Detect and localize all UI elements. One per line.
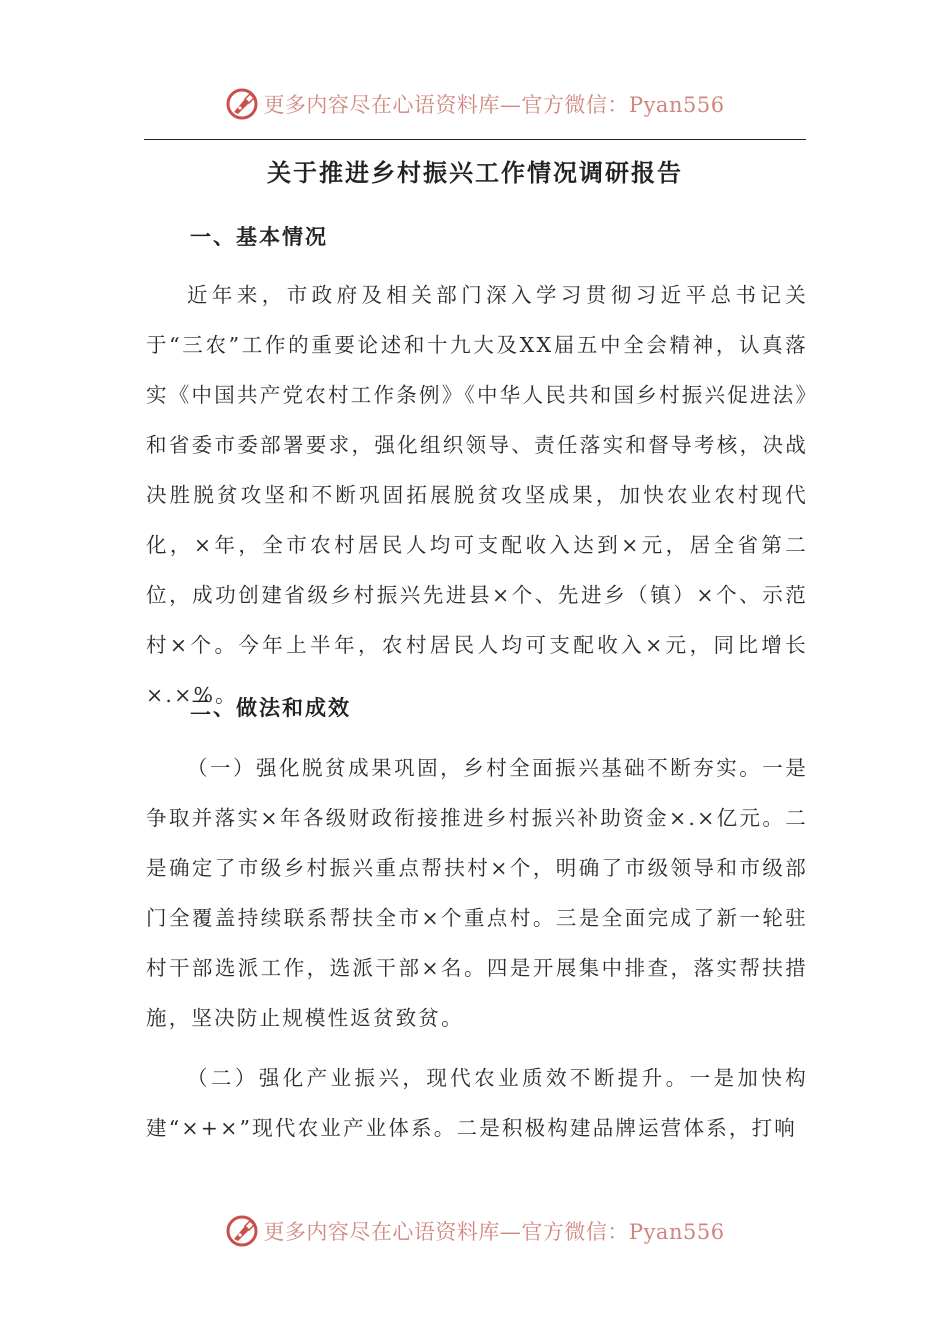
paragraph: 近年来，市政府及相关部门深入学习贯彻习近平总书记关于“三农”工作的重要论述和十九大及XX届五中全会精神，认真落实《中国共产党农村工作条例》《中华人民共和国乡村振兴促进法》和省委市委部署要求，强化组织领导、责任落实和督导考核，决战决胜脱贫攻坚和不断巩固拓展脱贫攻坚成果，加快农业农村现代化，×年，全市农村居民人均可支配收入达到×元，居全省第二位，成功创建省级乡村振兴先进县×个、先进乡（镇）×个、示范村×个。今年上半年，农村居民人均可支配收入×元，同比增长×.×%。 [146, 283, 808, 707]
header-banner [0, 84, 950, 124]
banner-text: 更多内容尽在心语资料库—官方微信：Pyan556 [263, 93, 725, 117]
section-heading: 二、做法和成效 [190, 695, 351, 720]
pen-nib-icon [225, 87, 259, 121]
section-heading: 一、基本情况 [190, 224, 328, 249]
paragraph: （一）强化脱贫成果巩固，乡村全面振兴基础不断夯实。一是争取并落实×年各级财政衔接推进乡村振兴补助资金×.×亿元。二是确定了市级乡村振兴重点帮扶村×个，明确了市级领导和市级部门全覆盖持续联系帮扶全市×个重点村。三是全面完成了新一轮驻村干部选派工作，选派干部×名。四是开展集中排查，落实帮扶措施，坚决防止规模性返贫致贫。 [146, 756, 808, 1030]
pen-nib-icon [225, 1214, 259, 1248]
footer-banner [0, 1211, 950, 1251]
header-divider [144, 139, 806, 140]
paragraph: （二）强化产业振兴，现代农业质效不断提升。一是加快构建“×+×”现代农业产业体系。二是积极构建品牌运营体系，打响 [146, 1066, 808, 1140]
banner-text: 更多内容尽在心语资料库—官方微信：Pyan556 [263, 1220, 725, 1244]
page-title: 关于推进乡村振兴工作情况调研报告 [267, 158, 683, 187]
